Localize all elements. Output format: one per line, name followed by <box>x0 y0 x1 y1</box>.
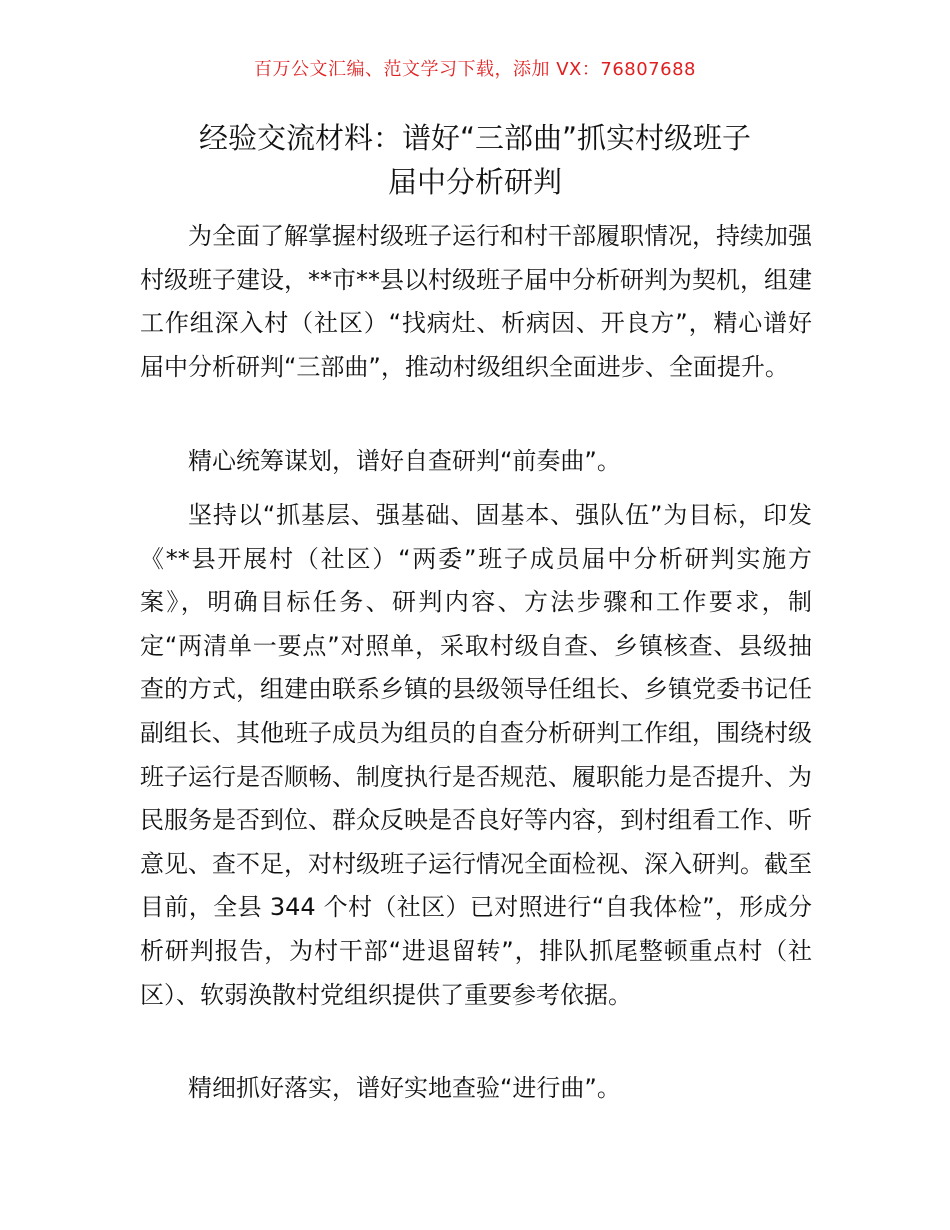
paragraph-intro <box>140 215 812 389</box>
paragraph-text: 坚持以“抓基层、强基础、固基本、强队伍”为目标，印发《**县开展村（社区）“两委”班子成员届中分析研判实施方案》，明确目标任务、研判内容、方法步骤和工作要求，制定“两清单一要点”对照单，采取村级自查、乡镇核查、县级抽查的方式，组建由联系乡镇的县级领导任组长、乡镇党委书记任副组长、其他班子成员为组员的自查分析研判工作组，围绕村级班子运行是否顺畅、制度执行是否规范、履职能力是否提升、为民服务是否到位、群众反映是否良好等内容，到村组看工作、听意见、查不足，对村级班子运行情况全面检视、深入研判。截至目前，全县 344 个村（社区）已对照进行“自我体检”，形成分析研判报告，为村干部“进退留转”，排队抓尾整顿重点村（社区）、软弱涣散村党组织提供了重要参考依据。 <box>140 501 812 1009</box>
paragraph-section-1 <box>140 494 812 1017</box>
document-title-line-1: 经验交流材料：谱好“三部曲”抓实村级班子 <box>198 121 752 155</box>
section-heading-1 <box>140 440 812 484</box>
paragraph-text: 为全面了解掌握村级班子运行和村干部履职情况，持续加强村级班子建设，**市**县以村级班子届中分析研判为契机，组建工作组深入村（社区）“找病灶、析病因、开良方”，精心谱好届中分析研判“三部曲”，推动村级组织全面进步、全面提升。 <box>140 222 812 381</box>
watermark-header: 百万公文汇编、范文学习下载，添加 VX：76807688 <box>254 59 696 80</box>
document-title-line-2: 届中分析研判 <box>387 165 562 199</box>
section-heading-text: 精细抓好落实，谱好实地查验“进行曲”。 <box>188 1074 621 1102</box>
section-heading-text: 精心统筹谋划，谱好自查研判“前奏曲”。 <box>188 447 621 475</box>
section-heading-2 <box>140 1067 812 1111</box>
